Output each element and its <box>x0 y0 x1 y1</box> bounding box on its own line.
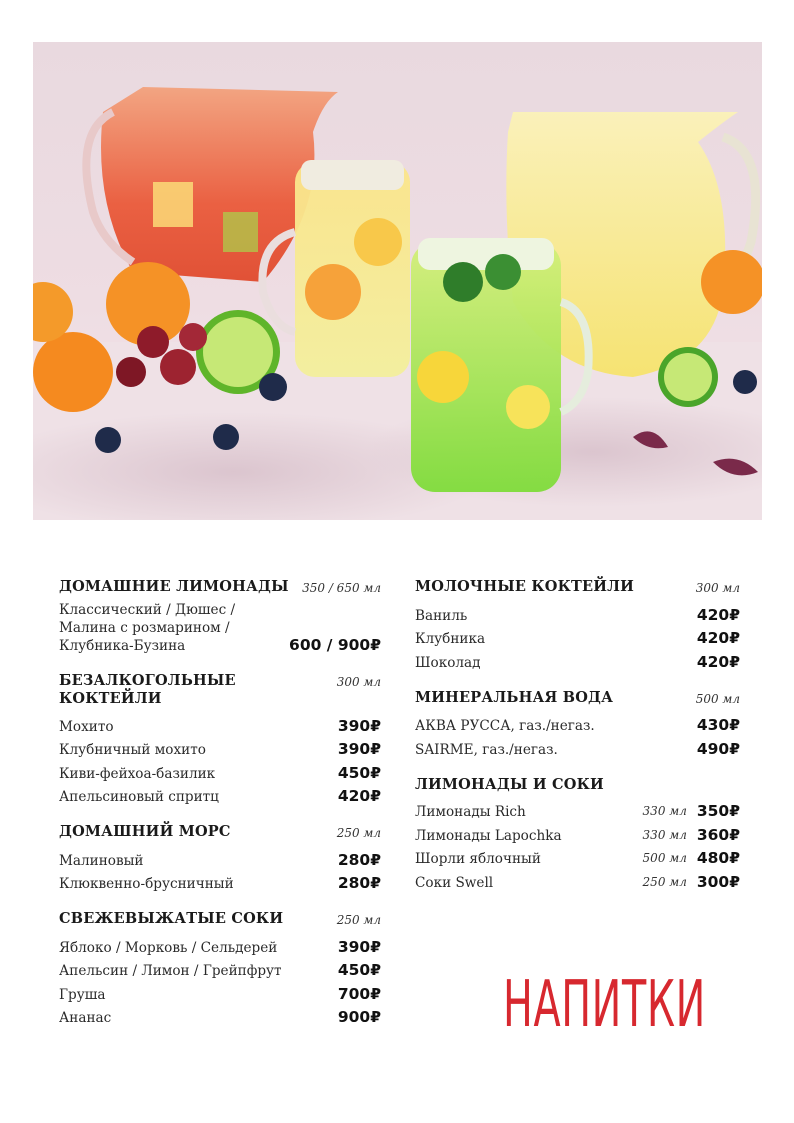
section-fresh-juices <box>59 910 381 1027</box>
item-price: 360₽ <box>696 825 740 844</box>
section-title: СВЕЖЕВЫЖАТЫЕ СОКИ <box>59 910 284 927</box>
item-name: Клюквенно-брусничный <box>59 876 234 892</box>
item-price: 450₽ <box>337 961 381 979</box>
menu-item <box>59 736 381 760</box>
item-name: Мохито <box>59 718 114 735</box>
menu-item <box>415 648 740 672</box>
menu-item <box>415 625 740 649</box>
item-name: Яблоко / Морковь / Сельдерей <box>59 939 278 956</box>
section-home-lemonades <box>59 578 381 655</box>
list-line: Малина с розмарином / <box>59 620 230 636</box>
item-volume: 250 мл <box>642 874 687 889</box>
item-price: 390₽ <box>337 740 381 758</box>
lemonade-jars-photo-icon <box>33 42 762 520</box>
page-title: НАПИТКИ <box>503 968 706 1042</box>
item-price: 480₽ <box>696 849 740 867</box>
menu-item <box>59 712 381 736</box>
item-price: 420₽ <box>337 787 381 805</box>
item-name: Киви-фейхоа-базилик <box>59 765 216 782</box>
item-name: Ананас <box>59 1010 112 1026</box>
item-price: 700₽ <box>337 984 381 1003</box>
menu-item <box>59 980 381 1004</box>
item-name: Малиновый <box>59 852 144 869</box>
item-name: Шоколад <box>415 654 481 671</box>
menu-item <box>415 845 740 869</box>
menu-item <box>415 798 740 822</box>
item-price: 280₽ <box>337 874 381 892</box>
item-volume: 500 мл <box>642 851 687 865</box>
section-title: МИНЕРАЛЬНАЯ ВОДА <box>415 688 614 706</box>
item-price: 420₽ <box>696 629 740 647</box>
section-mineral-water <box>415 689 740 759</box>
section-volume: 500 мл <box>695 691 740 706</box>
item-price: 300₽ <box>696 872 740 891</box>
section-non-alcoholic-cocktails <box>59 672 381 806</box>
menu-item <box>415 712 740 736</box>
section-title: ДОМАШНИЙ МОРС <box>59 823 231 840</box>
item-volume: 330 мл <box>642 827 687 842</box>
item-name: SAIRME, газ./негаз. <box>415 741 558 758</box>
menu-item <box>415 601 740 625</box>
item-volume: 330 мл <box>642 804 687 818</box>
menu-item <box>59 870 381 894</box>
section-title: ДОМАШНИЕ ЛИМОНАДЫ <box>59 578 289 595</box>
item-name: Ваниль <box>415 607 468 624</box>
section-volume: 250 мл <box>336 826 381 840</box>
list-line: Классический / Дюшес / <box>59 602 236 618</box>
menu-item <box>415 821 740 845</box>
item-name: Клубника <box>415 631 486 647</box>
section-volume: 300 мл <box>695 581 740 595</box>
item-price: 420₽ <box>696 652 740 671</box>
item-price: 600 / 900₽ <box>289 636 381 654</box>
menu-item <box>59 933 381 957</box>
section-home-mors <box>59 823 381 893</box>
section-volume: 250 мл <box>336 913 381 927</box>
item-price: 900₽ <box>337 1008 381 1026</box>
item-price: 390₽ <box>337 716 381 735</box>
item-price: 350₽ <box>696 802 740 820</box>
item-name: Груша <box>59 986 106 1003</box>
menu-item <box>59 846 381 870</box>
item-price: 490₽ <box>696 739 740 758</box>
menu-item <box>59 783 381 807</box>
list-line: Клубника-Бузина <box>59 638 186 654</box>
menu-right-column <box>415 578 740 909</box>
menu-item <box>59 759 381 783</box>
item-price: 450₽ <box>337 763 381 782</box>
item-name: Апельсин / Лимон / Грейпфрут <box>59 963 282 979</box>
menu-left-column <box>59 578 381 1044</box>
section-milkshakes <box>415 578 740 672</box>
item-name: Апельсиновый спритц <box>59 789 219 805</box>
lemonade-list <box>59 601 235 655</box>
item-price: 390₽ <box>337 937 381 956</box>
section-lemonades-and-juices <box>415 776 740 892</box>
item-price: 430₽ <box>696 716 740 734</box>
section-title: БЕЗАЛКОГОЛЬНЫЕ КОКТЕЙЛИ <box>59 672 236 707</box>
section-volume: 300 мл <box>336 675 381 689</box>
section-title: ЛИМОНАДЫ И СОКИ <box>415 775 604 793</box>
menu-item <box>59 1004 381 1028</box>
item-name: Лимонады Rich <box>415 804 526 820</box>
item-name: Шорли яблочный <box>415 851 541 867</box>
item-price: 420₽ <box>696 605 740 624</box>
section-title: МОЛОЧНЫЕ КОКТЕЙЛИ <box>415 578 635 595</box>
section-volume: 350 / 650 мл <box>302 581 381 595</box>
item-name: Клубничный мохито <box>59 742 206 758</box>
item-name: Лимонады Lapochka <box>415 827 562 844</box>
item-price: 280₽ <box>337 850 381 869</box>
menu-item <box>59 957 381 981</box>
item-name: АКВА РУССА, газ./негаз. <box>415 718 595 734</box>
menu-item <box>415 735 740 759</box>
item-name: Соки Swell <box>415 874 494 891</box>
menu-item <box>415 868 740 892</box>
drinks-photo <box>33 42 762 520</box>
